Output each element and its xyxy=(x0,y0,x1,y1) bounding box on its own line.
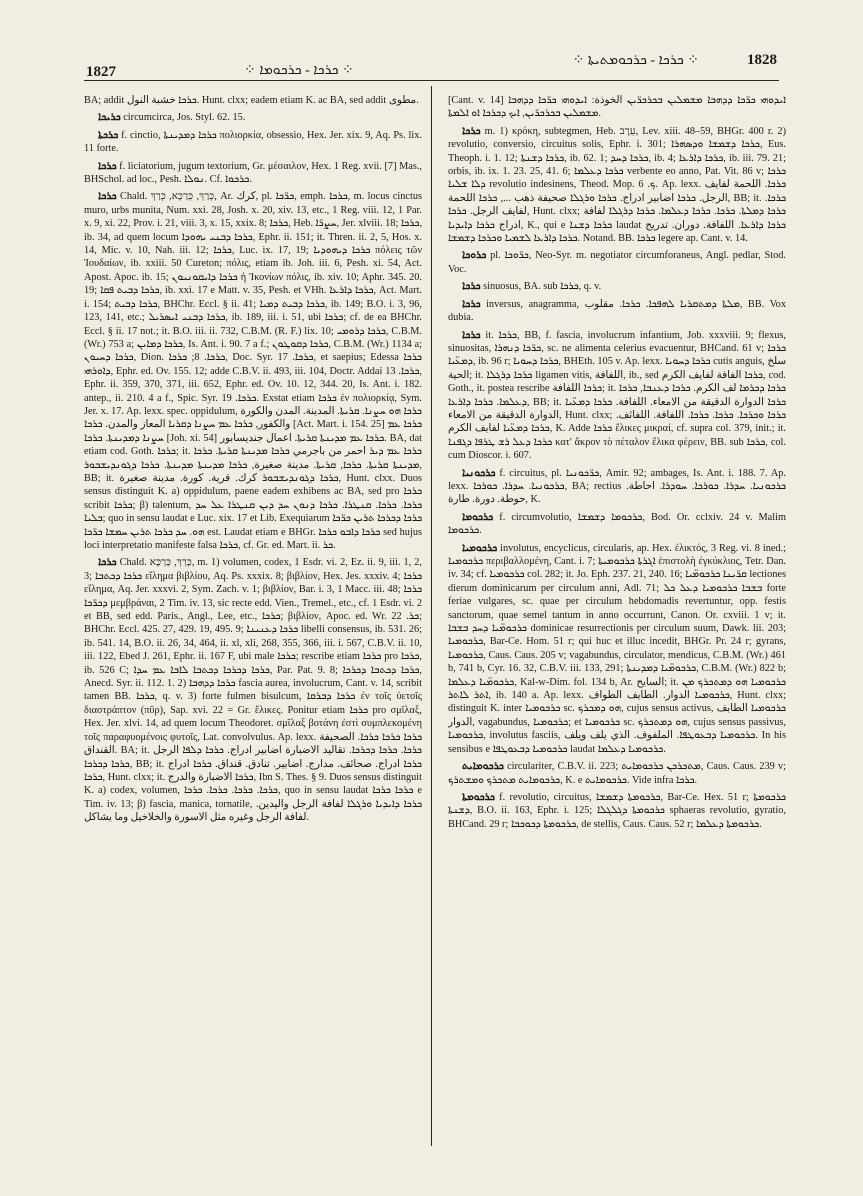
entry-headword: ܟܪܟܘܡܐܝܬ xyxy=(462,761,504,773)
entry-text: it. ܟܪܟܐ, BB, f. fascia, involucrum infantium, Job. xxxviii. 9; flexus, sinuositas, ܟܪ̈ܟܐ ܕܢܗܪܐ, sc. ne alimenta celerius evacuentur, BHCand. 61 v; ܟܪܟܐ ܕܡܥ̈ܝܐ, ib. 96 r; ܟܪܟܐ ܕܚܘܝܐ, BHEth. 105 v. Ap. lexx. ܟܪܟܐ ܕܚܘܝܐ cutis anguis, سلخ الحية; it. ܟܪܟܐ ܕܪܓܠܐ ligamen vitis, اللفافة, ib., sed ܟܪܟܐ الفافة لفايف الكرم, cod. Goth., it. postea rescribe ܟܪܟܐ اللفافة; it. ܟܪܟܐ ܕܟܪܡܐ لف الكرم. ܟܪܟܐ ܕܥܢܒܐ, ܟܪܟܐ ܕܥܠܡܐ. ܟܪܟܐ ܕܐܪܥܐ, BB; it. ܟܪܟܐ الدوارة الدقيقة من الامعاء. اللفافة. ܟܪܟܐ ܕܡܥ̈ܝܐ الدوارة الدقيقة من الامعاء, Hunt. clxx; ܟܪܟܐ ܘܟܪܟܐ. ܟܪܟܐ. ܟܪܟܐ. اللفافة. اللفائف. ܟܪܟܐ ܕܡܥ̈ܝܐ لفايف الكرم, K. Adde ܟܪܟܐ ἕλικες μικραί, cf. supra col. 379, init.; it. ܟܪܟܐ ܕܥܠ ܪܫ ܛܪܦܐ ܕܓܦܢܐ κατ' ἄκρον τὸ πέταλον ἕλικα φέρειν, BB. sub ܟܪܟܐ, col. cum Dioscor. i. 607. xyxy=(448,329,786,462)
entry-headword: ܟܪܟܐ xyxy=(98,160,117,172)
dictionary-entry xyxy=(448,94,786,121)
entry-text: sinuosus, BA. sub ܟܪܟܐ, q. v. xyxy=(483,281,602,293)
entry-headword: ܟܪܟܐ xyxy=(98,557,117,569)
entry-text: Chald. כְּרַךְ, כְּרַכָּא, m. 1) volumen, codex, 1 Esdr. vi. 2, Ez. ii. 9, iii. 1, 2, 3; ܟܪܟܐ ܕܟܬܒܐ εἴλημα βιβλίου, Aq. Ps. xxxix. 8; βιβλίον, Hex. Jes. xxxiv. 4; ܟܪܟܐ εἴλημα, Aq. Jer. xxxvi. 2, Sym. Zach. v. 1; βιβλίον, Bar. i. 3, 1 Macc. iii. 48; ܟܪܟܐ ܕܟܪ̈ܟܐ μεμβράναι, 2 Tim. iv. 13, sic recte edd. Vien., Tremel., etc., cf. 1 Esdr. vi. 2 et BB, sed edd. Paris., Angl., Lee, etc., ܟܪܟܐ; βιβλίον, Apoc. ed. Wr. ܟܪ. 22; BHChr. Eccl. 425. 27, 429. 19, 495. 9; ܟܪܟܐ ܕܥܢܝܢܐ libelli consensus, ib. 531. 26; ib. 541. 14, B.O. ii. 26, 34, 464, ii. xl, xli, 268, 355, 366, iii. i. 567, C.B.V. ii. 10, iii. 122, Ebed J. 261, Ephr. ii. 167 F, ubi male ܟܪܟܐ; rescribe etiam ܟܪܟܐ pro ܟܪܟܐ, ib. 526 C; ܟܪܟܐ ܕܟܪܟܐ ܕܟܬܒܐ ܠܐܒܐ ܥܡ ܚܕܐ, Par. Pat. 9. 8; ܟܪܟܐ ܕܟܬܒܐ ܕܟܪܟܐ, Anecd. Syr. ii. 112. 1. 2) ܟܪܟܐ ܕܕܗܒܐ fascia aurea, involucrum, Cant. v. 14, scribit tamen BB. ܟܪܟܐ, q. v. 3) forte fulmen bisulcum, ܟܪܟܐ ܕܒܪܩܐ ἐν τοῖς ὑετοῖς διαστράπτον (πῦρ), Sap. xvi. 22 = Gr. ἕλικες. Ponitur etiam ܟܪܟܐ pro σμῖλαξ, Hex. Jer. xlvi. 14, ad quem locum Theodoret. σμῖλαξ βοτάνη ἐστὶ συμπλεκομένη τοῖς παραφυομένοις φυτοῖς, Lat. convolvulus. Ap. lexx. ܟܪܟܐ ܟܪܟܐ ܟܪܟܐ. الصحيفة القنداق. BA; it. ܟܪܟܐ. ܟܪܟܐ ܕܟܪܟܐ. تقاليد الاضبارة اضابير ادراج. ܟܪܟܐ ܕܠܦܐ الرجل ܟܪܟܐ ܕܟܪܟܐ, BB; it. ܟܪܟܐ ادراج. صحائف. مدارج. اضابير. تنادق. قنداق. ܟܪܟܐ ادراج ܟܪܟܐ, Hunt. clxx; it. ܟܪܟܐ الاضبارة والدرج, Ibn S. Thes. § 9. Duos sensus distinguit K. a) codex, volumen, ܟܪܟܐ. ܟܪܟܐ. ܟܪܟܐ. ܟܪܟܐ, quo in sensu laudat ܟܪܟܐ ܟܪܟܐ e Tim. iv. 13; β) fascia, manica, tornatile, ܟܪܟܐ ܕܐܝܕܝܐ ܘܪܓܠܐ لفافة الرجل واليدين. لفافة الرجل وغيره مثل الاسورة والخلاخيل وما يشاكل. xyxy=(84,557,422,824)
running-head-left: ⁘ ܟܪܟܐ - ܟܪܟܘܡܐ ⁘ xyxy=(244,63,354,78)
dictionary-entry xyxy=(448,791,786,831)
entry-headword: ܟܪܟܐ xyxy=(462,281,481,293)
entry-text: involutus, encyclicus, circularis, ap. Hex. ἑλικτός, 3 Reg. vi. 8 ined.; ܟܪܟܘܡܝܐ περιβαλλομένη, Cant. i. 7; ܐܓܪܬܐ ܟܪܟܘܡܝܬܐ ἐπιστολὴ ἐγκύκλιος, Tetr. Dan. iv. 34; cf. ܟܪܟܘܡܝܐ col. 282; it. Jo. Eph. 237. 21, 240. 16; ܩܪ̈ܝܢܐ ܟܪܟܘܡ̈ܝܐ lectiones dierum dominicarum per circulum anni, Adl. 71; ܒܫܒܐ ܟܪܟܘܡܝܐ ܕܥܠ ܟܠ forte feriae vulgares, sc. quae per circulum hebdomadis revertuntur, opp. festis sanctorum, quae semel tantum in anno occurrunt, Canon. Or. cxviii. 1 v; it. ܟܪܟܘܡ̈ܝܐ ܕܚܕ ܒܫܒܐ dominicae resurrectionis per circulum suum, Dawk. lii. 203; ܟܪܟܘܡܝܐ, Bar-Ce. Hom. 51 r; qui huc et illuc incedit, BHGr. Pr. 24 r; gyrans, ܟܪܟܘܡܝܐ, Caus. Caus. 205 v; vagabundus, circulator, mendicus, C.B.M. (Wr.) 461 b, 741 b, Cyr. 16. 32, C.B.V. iii. 133, 291; ܟܪܟܘܡ̈ܝܐ ܕܡܕܝܢܬܐ, C.B.M. (Wr.) 822 b; ܟܪܟܘܡ̈ܝܐ ܕܥܠܡܐ, Kal-w-Dim. fol. 134 b, Ar. السايح; it. ܟܪܟܘܡܝܐ ܗܘ ܕܡܬܟܪܟ ܡܢ ܐܬܪ ܠܐܬܪ, ib. 140 a. Ap. lexx. ܟܪܟܘܡܝܐ الدوار. الطايف الطواف, Hunt. clxx; distinguit K. inter ܟܪܟܘܡܝܐ sc. ܗܘ ܕܡܟܪܟ, cujus sensus activus, ܟܪܟܘܡܝܐ الطايف الدوار, vagabundus, ܟܪܟܘܡܝܐ; et ܟܪܟܘܡܝܐ sc. ܗܘ ܕܡܬܟܪܟ, cujus sensus passivus, ܟܪܟܘܡܝܐ, involutus fasciis, ܟܪܟܘܡܝܐ ܕܒܥܘܛܦܐ. الملفوف. الذي يلف ويلف. In his sensibus e ܟܪܟܘܡܝܐ ܕܒܥܘܛܦܐ laudat ܟܪܟܘܡܝܐ ܕܥܠܡܐ. xyxy=(448,542,786,755)
entry-text: f. circuitus, pl. ܟܪ̈ܟܘܢܝܐ, Amir. 92; ambages, Is. Ant. i. 188. 7. Ap. lexx. ܟܪܟܘܢܝܐ. ܚܕܪܐ. ܟܘܪܟܐ, BA; rectius ܟܪܟܘܢܝܐ. ܚܕܪܐ. ܟܘܪܟܐ. ܚܘܕܪܐ. احاطة. حوطة. دورة. طارة, K. xyxy=(448,467,786,506)
dictionary-entry xyxy=(448,542,786,757)
entry-text: pl. ܟܪ̈ܘܟܐ, Neo-Syr. m. negotiator circumforaneus, Angl. pedlar, Stod. Voc. xyxy=(448,250,786,275)
dictionary-entry xyxy=(84,160,422,187)
entry-headword: ܟܪܟܐ xyxy=(462,329,481,341)
dictionary-entry xyxy=(448,280,786,293)
entry-text: inversus, anagramma, ܡܠܬܐ ܕܡܬܩܪܝܐ ܠܗܦܟܐ. ܟܪܟܐ. مقلوب, BB. Vox dubia. xyxy=(448,298,786,324)
entry-headword: ܟܪܘܟܐ xyxy=(462,250,487,262)
column-divider xyxy=(431,86,432,1146)
dictionary-entry xyxy=(84,94,422,107)
dictionary-entry xyxy=(84,129,422,156)
entry-headword: ܟܪܟܬܐ xyxy=(98,129,119,141)
dictionary-entry xyxy=(448,467,786,507)
entry-text: f. cinctio, ܟܪܟܐ ܕܡܕܝܢܬܐ πολιορκία, obsessio, Hex. Jer. xix. 9, Aq. Ps. lix. 11 forte. xyxy=(84,129,422,155)
dictionary-entry xyxy=(84,556,422,824)
entry-text: BA; addit ܟܪܟܐ خشبة النول. Hunt. clxx; eadem etiam K. ac BA, sed addit مطوى. xyxy=(84,95,419,106)
entry-headword: ܟܪܟܘܢܝܐ xyxy=(462,467,496,479)
dictionary-entry xyxy=(448,329,786,463)
dictionary-entry xyxy=(448,298,786,325)
header-rule xyxy=(84,80,779,81)
entry-headword: ܟܪܟܘܡܝܐ xyxy=(462,542,498,554)
entry-text: f. revolutio, circuitus, ܟܪܟܘܡܬܐ ܕܫܡܫܐ, Bar-Ce. Hex. 51 r; ܟܪܟܘܡܬܐ ܕܫܢܬܐ, B.O. ii. 163, Ephr. i. 125; ܟܪܟܘܡܬܐ ܕܓܠܓܠܐ sphaeras revolutio, gyratio, BHCand. 29 r; ܟܪܟܘܡܬܐ ܕܟܘܟܒܐ, de stellis, Caus. Caus. 52 r; ܟܪܟܘܡܬܐ ܕܥܠܡܐ. xyxy=(448,791,786,830)
dictionary-entry xyxy=(448,760,786,787)
page-header xyxy=(84,52,779,82)
entry-text: m. 1) κρόκη, subtegmen, Heb. עֵרֶב, Lev. xiii. 48–59, BHGr. 400 r. 2) revolutio, conversio, circuitus solis, Ephr. i. 301; ܟܪܟܐ ܕܫܡܫܐ ܘܕܣܗܪܐ, Eus. Theoph. i. 1. 12; ܟܪܟܐ ܕܫܢܬܐ, ib. 62. 1; ܟܪܟܐ ܕܚܕ, ib. 4; ܟܪܟܐ ܕܐܪܥܐ, ib. iii. 79. 21; orbis, ib. ix. 1. 23. 25, 41. 6; ܟܪܟܐ ܕܥܠܡܐ verbente eo anno, Pat. Vit. 86 v; ܟܪܟܐ ܕܠܐ ܫܠܝܐ revolutio indesinens, Theod. Mop. ܟ. 6. Ap. lexx. ܟܪܟܐ. اللحمة لفايف الرجل. ܟܪܟܐ اضابير ادراج. ܟܪܟܐ ܘܪܓܠܐ صحيفة ذهب ..., ܟܪܟܐ اللحمة, BB; it. ܟܪܟܐ. لفايف الرجل. ܟܪܟܐ, Hunt. clxx; ܟܪܟܐ ܕܡܠܬܐ. ܟܪܟܐ. ܟܪܟܐ ܕܥܠܡܐ. ܟܪܟܐ ܕܪܓܠܐ لفافة ادراج ܟܪܟܐ ܕܐܝܕܝܐ, K., qui e ܟܪܟܐ ܕܫܢܐ laudat ܟܪܟܐ ܕܐܪܥܐ. اللفافة. دوران. تدريج ܟܪܟܐ ܕܐܪܥܐ ܠܫܡܝܐ ܘܟܪܟܐ ܕܫܡܫܐ. Notand. BB. ܟܪܟܐ legere ap. Cant. v. 14. xyxy=(448,125,786,245)
dictionary-entry xyxy=(448,511,786,538)
page-number-left: 1827 xyxy=(86,64,116,80)
entry-headword: ܟܪܟܘܡܬܐ xyxy=(462,791,495,803)
entry-text: f. liciatorium, jugum textorium, Gr. μέσαιλον, Hex. 1 Reg. xvii. [7] Mas., BHSchol. ad loc., Pesh. ܢܘܠܐ. Cf. ܟܪܟܘܐ. xyxy=(84,160,422,186)
entry-headword: ܟܪܟܐ xyxy=(462,125,481,137)
entry-headword: ܟܪܟܐ xyxy=(98,191,117,203)
entry-headword: ܟܪܝܟܐ xyxy=(98,112,121,124)
entry-text: Chald. כְּרַךְ, כְּרַכָּא, כְּרַךְ, Ar. كرك, pl. ܟܪ̈ܟܐ, emph. ܟܪܟܐ, m. locus cinctus muro, urbs munita, Num. xxi. 28, Josh. x. 20, xiv. 13, etc., 1 Reg. viii. 12, 1 Par. x. 9, xi. 22, Prov. i. 21, viii. 3, x. 15, xxix. 8; ܟܪܟܐ, Heb. ܚܨܪ̈ܐ, Jer. xlviii. 18; ܟܪܟܐ, ib. 34, ad quem locum ܟܪܟܐ ܕܒܢܝ ܝܗܘܕܐ, Ephr. ii. 151; it. Thren. ii. 2, 5, Hos. x. 14, Mic. v. 10, Nah. iii. 12; ܟܪܟܐ, Luc. ix. 17, 19; ܟܪܟܐ ܕܝܗܘܕܝܐ πόλεις τῶν Ἰουδαίων, ib. xxiii. 50 Cureton; πόλις, etiam ib. Joh. iii. 6, Pesh. xi. 54, Act. Apost. Apoc. ib. 15; ܟܪܟܐ ܕܐܝܩܘܢܝܘܢ ἡ Ἰκονίων πόλις, ib. xiv. 10; Aphr. 345. 20. 19; ܟܪܟܐ ܕܒܝܬ ܦܩܐ, ib. xxi. 17 e Matt. v. 35, Pesh. et VHh. ܟܪܟܐ ܕܐܪܥܐ, Act. Mart. i. 154; ܟܪܟܐ ܕܒܝܬ, BHChr. Eccl. § ii. 41; ܟܪܟܐ ܕܒܝܬ ܕܡܝܐ, ib. 149; B.O. i. 3, 96, 123, 141, etc.; ܟܪܟܐ ܕܒܢܝ ܐܝܣܪܝܠ, ib. 189, iii. i. 51, ubi ܟܪܟܐ; cf. de ea BHChr. Eccl. § ii. 17 not.; it. B.O. iii. ii. 732, C.B.M. (R. F.) lix. 10; ܟܪܟܐ ܕܪܘܡܝ, C.B.M. (Wr.) 753 a; ܟܪܟܐ ܕܡܐܝܢ, Is. Ant. i. 90. 7 a f.; ܟܪܟܐ ܕܩܘܛܘܢ, C.B.M. (Wr.) 1134 a; ܟܪܟܐ ܕܚܝܘܢ, Dion. ܟܪܟܐ. 8; ܟܪܟܐ, Doc. Syr. ܟܪܟܐ. 17, et saepius; Edessa ܟܪܟܐ ܕܐܘܪܗܝ, Ephr. ed. Ov. 155. 12; adde C.B.V. ii. 493, iii. 104, Doctr. Addai ܟܪܟܐ. 13, Ephr. ii. 359, 370, 371, iii. 652, Ephr. ed. Ov. 10. 12, 344. 20, Is. Ant. i. 182. antep., ii. 210. 4 a f., Spic. Syr. ܟܪܟܐ. 19. Exstat etiam ܟܪܟܐ ἐν πολιορκίᾳ, Sym. Jer. x. 17. Ap. lexx. spec. oppidulum, ܟܪܟܐ ܗܘ ܚܨܢܐ. ܩܪܝܬܐ. المدينة. المدن والكورة والكفور, ܟܪܟܐ ܥܡ ܚܨܢܐ ܕܩܪܝܐ المعاز والمدن. ܟܪܟܐ [Act. Mart. i. 154. 25] ܟܪܟܐ ܥܡ ܚܨܢܐ ܕܡܕܝܢܬܐ. ܟܪܟܐ [Joh. xi. 54] ܟܪܟܐ ܥܡ ܡܕܝܢܬܐ ܩܪܝܬܐ. اعمال جنديسابور. BA, dat etiam cod. Goth. ܟܪܟܐ; it. ܟܪܟܐ ܥܡ ܕܝܪ احمر من باجرمي ܟܪܟܐ ܡܕܝܢܬܐ ܩܪܝܬܐ. ܟܪܟܐ ܡܕܝܢܬܐ ܩܪܝܬܐ. ܟܪܟܐ, ܩܪܝܬܐ. مدينة صغيرة, ܟܪܟܐ ܡܕܝܢܬܐ ܡܕܝܢܬܐ. ܟܪܟܐ ܕܓܘܢܕܝܫܒܘܪ, BB; it. ܟܪܟܐ ܕܓܘܢܕܝܫܒܘܪ كرك. قرية. كورة. مدينة صغيرة, Hunt. clxx. Duos sensus distinguit K. a) oppidulum, paene eadem exhibens ac BA, sed pro ܟܪܟܐ scribit ܟܪܟܐ; β) talentum, ܟܪܟܐ. ܟܪܟܐ. ܩܢܛܪܐ. ܟܪܟܐ ܕܢܘܢ ܚܕ ܕܝܢ ܩܢܛܪܐ ܥܠ ܚܕ ܒܠܝܐ; quo in sensu laudat e Luc. xix. 17 et Lib. Exequiarum ܟܪܟܐ ܕܟܪܟܐ ܬܪܝܢ ܟܪ̈ܟܐ ܗܘ. ܚܕ ܟܪܟܐ ܬܪܝܢ ܚܡܫܐ ܟܪ̈ܟܐ est. Laudat etiam e BHGr. ܟܪܟܐ ܕܐܒܘ ܟܪܟܐ sed hujus loci interpretatio manifeste falsa ܟܪܟܐ, cf. Gr. ed. Mart. ii. ܟܪ. xyxy=(84,191,422,551)
entry-text: circulariter, C.B.V. ii. 223; ܡܬܟܪܟܢ ܟܪܟܘܡܐܝܬ, Caus. Caus. 239 v; ܟܪܟܘܡܐܝܬ ܡܬܟܪܟ ܘܡܫܬܪܟ, K. e ܟܪܟܘܡܐܝܬ. Vide infra ܟܪܟܐ. xyxy=(448,761,786,786)
entry-headword: ܟܪܟܐ xyxy=(462,298,481,310)
dictionary-entry xyxy=(84,111,422,124)
running-head-right: ⁘ ܟܪܟܐ - ܟܪܟܘܡܬܝܬܐ ⁘ xyxy=(572,53,699,68)
entry-text: f. circumvolutio, ܟܪܟܘܡܐ ܕܫܡܫܐ, Bod. Or. cclxiv. 24 v. Malim ܟܪܟܘܡܐ. xyxy=(448,511,786,537)
dictionary-entry xyxy=(448,249,786,276)
entry-text: circumcirca, Jos. Styl. 62. 15. xyxy=(123,112,246,124)
page-number-right: 1828 xyxy=(747,52,777,68)
entry-headword: ܟܪܟܘܡܐ xyxy=(462,511,494,523)
entry-text: [Cant. v. 14] ܐܝܕܘܗܝ ܟܪ̈ܟܐ ܕܕܗܒܐ ܡܫܡܠܝܢ ܒܟܪܟܪ̈ܝܢ الخوذة: ܐܝܕܘܗܝ ܟܪ̈ܟܐ ܕܕܗܒܐ ܡܫܡܠܝܢ ܒܟܪܟܪ̈ܝܢ, ܐܝܟ ܕܟܪܟܐ ܐܘ ܐܠܡܬܐ. xyxy=(448,95,786,120)
right-column xyxy=(448,94,786,1156)
left-column xyxy=(84,94,422,1156)
dictionary-entry xyxy=(84,190,422,552)
dictionary-entry xyxy=(448,125,786,246)
